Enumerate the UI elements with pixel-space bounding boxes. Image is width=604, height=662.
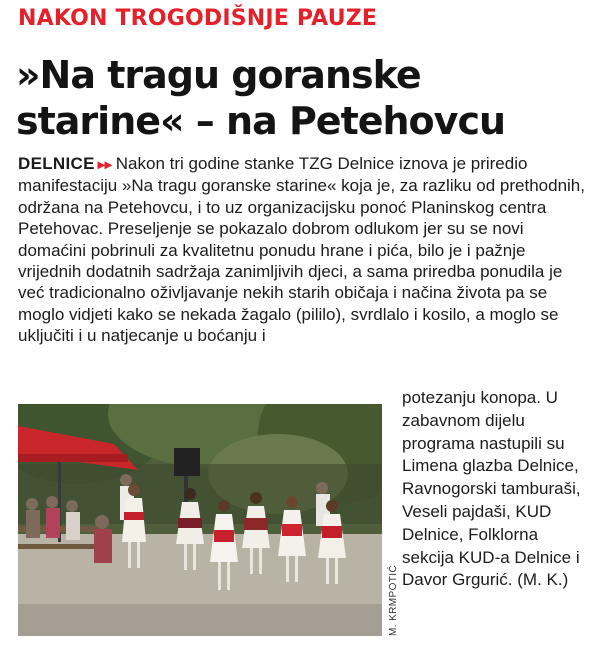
body-text-top: Nakon tri godine stanke TZG Delnice iznova je priredio manifestaciju »Na tragu goranske starine« koja je, za razliku od prethodnih, održana na Petehovcu, i to uz organizacijsku ponoć Planinskog centra Petehovac. Preseljenje se pokazalo dobrom odlukom jer su se novi domaćini pobrinuli za kvalitetnu ponudu hrane i pića, bilo je i pažnje vrijednih dodatnih sadržaja zanimljivih djeci, a sama priredba ponudila je već tradicionalno oživljavanje nekih starih običaja i načina života pa se moglo vidjeti kako se nekada žagalo (pililo), svrdlalo i kosilo, a moglo se uključiti i u natjecanje u boćanju i [18,154,585,346]
article-photo [18,404,382,636]
article-headline: »Na tragu goranske starine« – na Petehovcu [16,53,506,143]
folk-dance-photo [18,404,382,636]
article-kicker: NAKON TROGODIŠNJE PAUZE [18,6,378,31]
dateline: DELNICE [18,154,95,173]
article-body-side: potezanju konopa. U zabavnom dijelu programa nastupili su Limena glazba Delnice, Ravnogorski tamburaši, Veseli pajdaši, KUD Delnice, Folklorna sekcija KUD-a Delnice i Davor Grgurić. (M. K.) [402,388,581,590]
article-body-top [18,153,586,347]
double-chevron-right-icon: ▸▸ [97,156,112,172]
photo-credit: M. KRMPOTIĆ [388,564,399,636]
